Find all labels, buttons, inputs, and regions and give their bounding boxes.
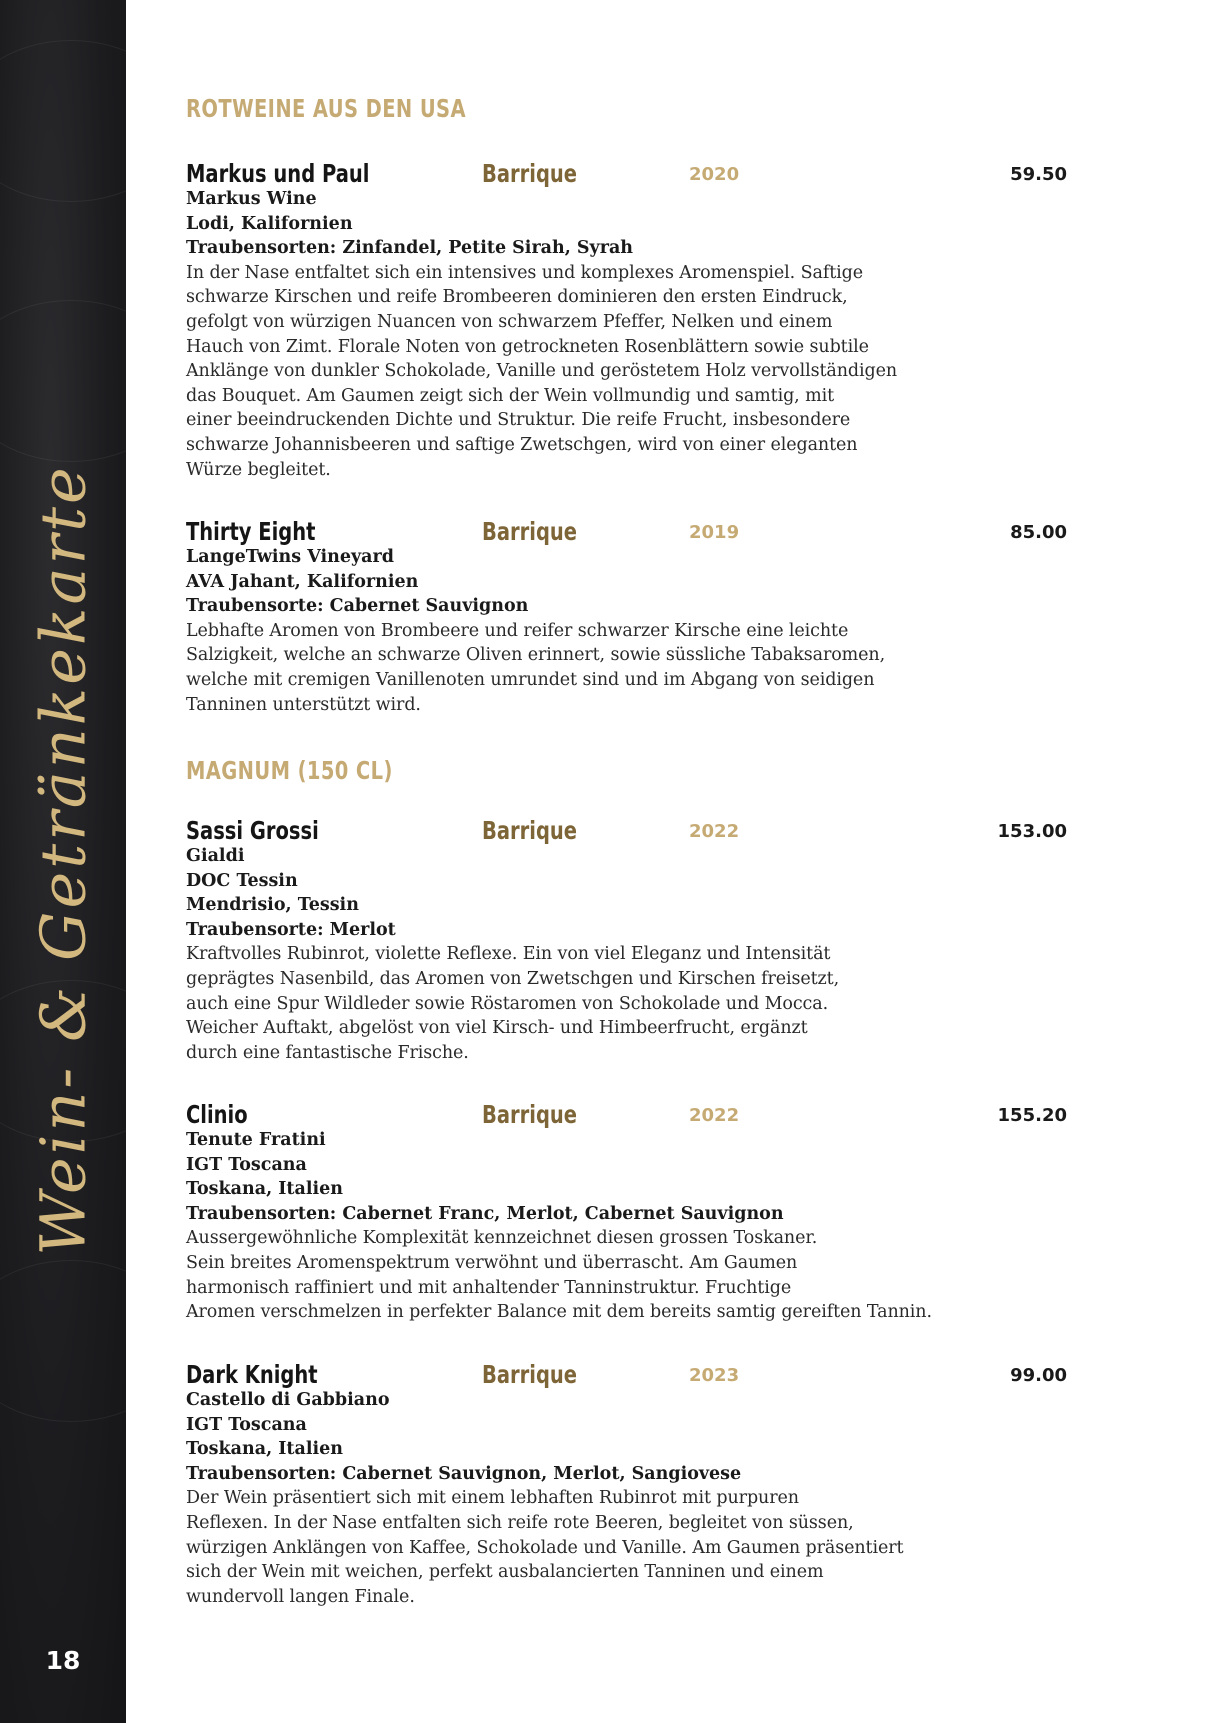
wine-producer: Castello di Gabbiano [186, 1390, 390, 1410]
wine-description-line: Aussergewöhnliche Komplexität kennzeichnet diesen grossen Toskaner. [186, 1228, 818, 1249]
wine-region: Mendrisio, Tessin [186, 895, 359, 916]
wine-entry [186, 1102, 1086, 1325]
wine-description-line: Sein breites Aromenspektrum verwöhnt und überrascht. Am Gaumen [186, 1252, 798, 1273]
wine-style: Barrique [482, 1100, 578, 1129]
wine-description-line: Salzigkeit, welche an schwarze Oliven erinnert, sowie süssliche Tabaksaromen, [186, 645, 886, 666]
wine-name: Clinio [186, 1100, 248, 1129]
wine-style: Barrique [482, 1360, 578, 1389]
wine-vintage: 2022 [689, 821, 740, 842]
wine-entry [186, 519, 1086, 717]
wine-description-line: durch eine fantastische Frische. [186, 1042, 469, 1063]
wine-description-line: Würze begleitet. [186, 459, 331, 480]
wine-description-line: In der Nase entfaltet sich ein intensives und komplexes Aromenspiel. Saftige [186, 262, 863, 283]
wine-name: Thirty Eight [186, 517, 316, 546]
wine-grapes: Traubensorte: Merlot [186, 919, 396, 940]
wine-price: 155.20 [997, 1105, 1067, 1126]
wine-description-line: Weicher Auftakt, abgelöst von viel Kirsch- und Himbeerfrucht, ergänzt [186, 1018, 808, 1039]
wine-vintage: 2023 [689, 1365, 740, 1386]
wine-description-line: Der Wein präsentiert sich mit einem lebhaften Rubinrot mit purpuren [186, 1488, 799, 1509]
sidebar-title: Wein- & Getränkekarte [26, 464, 100, 1256]
wine-vintage: 2019 [689, 522, 740, 543]
wine-description-line: Aromen verschmelzen in perfekter Balance mit dem bereits samtig gereiften Tannin. [186, 1302, 932, 1323]
wine-price: 99.00 [1010, 1365, 1067, 1386]
wine-vintage: 2020 [689, 164, 740, 185]
wine-producer: Gialdi [186, 846, 245, 866]
wine-region: Lodi, Kalifornien [186, 213, 353, 234]
wine-style: Barrique [482, 816, 578, 845]
wine-description-line: schwarze Johannisbeeren und saftige Zwetschgen, wird von einer eleganten [186, 434, 858, 455]
wine-grapes: Traubensorten: Cabernet Franc, Merlot, Cabernet Sauvignon [186, 1203, 784, 1224]
wine-grapes: Traubensorten: Zinfandel, Petite Sirah, Syrah [186, 238, 634, 259]
wine-name: Dark Knight [186, 1360, 318, 1389]
wine-description-line: schwarze Kirschen und reife Brombeeren dominieren den ersten Eindruck, [186, 287, 848, 308]
wine-description-line: wundervoll langen Finale. [186, 1586, 415, 1607]
wine-producer: Tenute Fratini [186, 1130, 326, 1150]
wine-name: Sassi Grossi [186, 816, 319, 845]
wine-price: 59.50 [1010, 164, 1067, 185]
wine-description-line: harmonisch raffiniert und mit anhaltender Tanninstruktur. Fruchtige [186, 1277, 792, 1298]
wine-entry [186, 161, 1086, 482]
wine-description-line: gefolgt von würzigen Nuancen von schwarzem Pfeffer, Nelken und einem [186, 311, 833, 332]
wine-vintage: 2022 [689, 1105, 740, 1126]
wine-grapes: Traubensorten: Cabernet Sauvignon, Merlot, Sangiovese [186, 1463, 742, 1484]
wine-description-line: Tanninen unterstützt wird. [186, 694, 421, 715]
wine-description-line: Lebhafte Aromen von Brombeere und reifer schwarzer Kirsche eine leichte [186, 620, 849, 641]
wine-description-line: geprägtes Nasenbild, das Aromen von Zwetschgen und Kirschen freisetzt, [186, 968, 840, 989]
wine-style: Barrique [482, 517, 578, 546]
wine-producer: LangeTwins Vineyard [186, 547, 394, 567]
wine-price: 85.00 [1010, 522, 1067, 543]
wine-producer: Markus Wine [186, 189, 317, 209]
wine-description-line: auch eine Spur Wildleder sowie Röstaromen von Schokolade und Mocca. [186, 993, 829, 1014]
wine-grapes: Traubensorte: Cabernet Sauvignon [186, 596, 529, 617]
sidebar [0, 0, 126, 1723]
wine-name: Markus und Paul [186, 159, 370, 188]
wine-entry [186, 818, 1086, 1065]
wine-region: Toskana, Italien [186, 1179, 344, 1200]
wine-appellation: IGT Toscana [186, 1414, 307, 1435]
wine-description-line: das Bouquet. Am Gaumen zeigt sich der Wein vollmundig und samtig, mit [186, 385, 835, 406]
wine-description-line: würzigen Anklängen von Kaffee, Schokolade und Vanille. Am Gaumen präsentiert [186, 1537, 904, 1558]
wine-region: Toskana, Italien [186, 1439, 344, 1460]
wine-entry [186, 1362, 1086, 1609]
wine-description-line: sich der Wein mit weichen, perfekt ausbalancierten Tanninen und einem [186, 1562, 824, 1583]
wine-description-line: Hauch von Zimt. Florale Noten von getrockneten Rosenblättern sowie subtile [186, 336, 869, 357]
wine-region: AVA Jahant, Kalifornien [186, 571, 419, 592]
wine-description-line: Reflexen. In der Nase entfalten sich reife rote Beeren, begleitet von süssen, [186, 1512, 854, 1533]
page-number: 18 [45, 1646, 81, 1675]
section-title: MAGNUM (150 CL) [186, 756, 393, 785]
marble-texture [0, 1260, 126, 1422]
wine-style: Barrique [482, 159, 578, 188]
wine-appellation: DOC Tessin [186, 870, 298, 891]
wine-description-line: Anklänge von dunkler Schokolade, Vanille und geröstetem Holz vervollständigen [186, 361, 898, 382]
marble-texture [0, 40, 126, 202]
wine-appellation: IGT Toscana [186, 1154, 307, 1175]
wine-description-line: einer beeindruckenden Dichte und Struktur. Die reife Frucht, insbesondere [186, 410, 851, 431]
wine-description-line: welche mit cremigen Vanillenoten umrundet sind und im Abgang von seidigen [186, 669, 875, 690]
section-title: ROTWEINE AUS DEN USA [186, 94, 466, 123]
wine-description-line: Kraftvolles Rubinrot, violette Reflexe. Ein von viel Eleganz und Intensität [186, 944, 831, 965]
wine-price: 153.00 [997, 821, 1067, 842]
marble-texture [0, 300, 126, 462]
